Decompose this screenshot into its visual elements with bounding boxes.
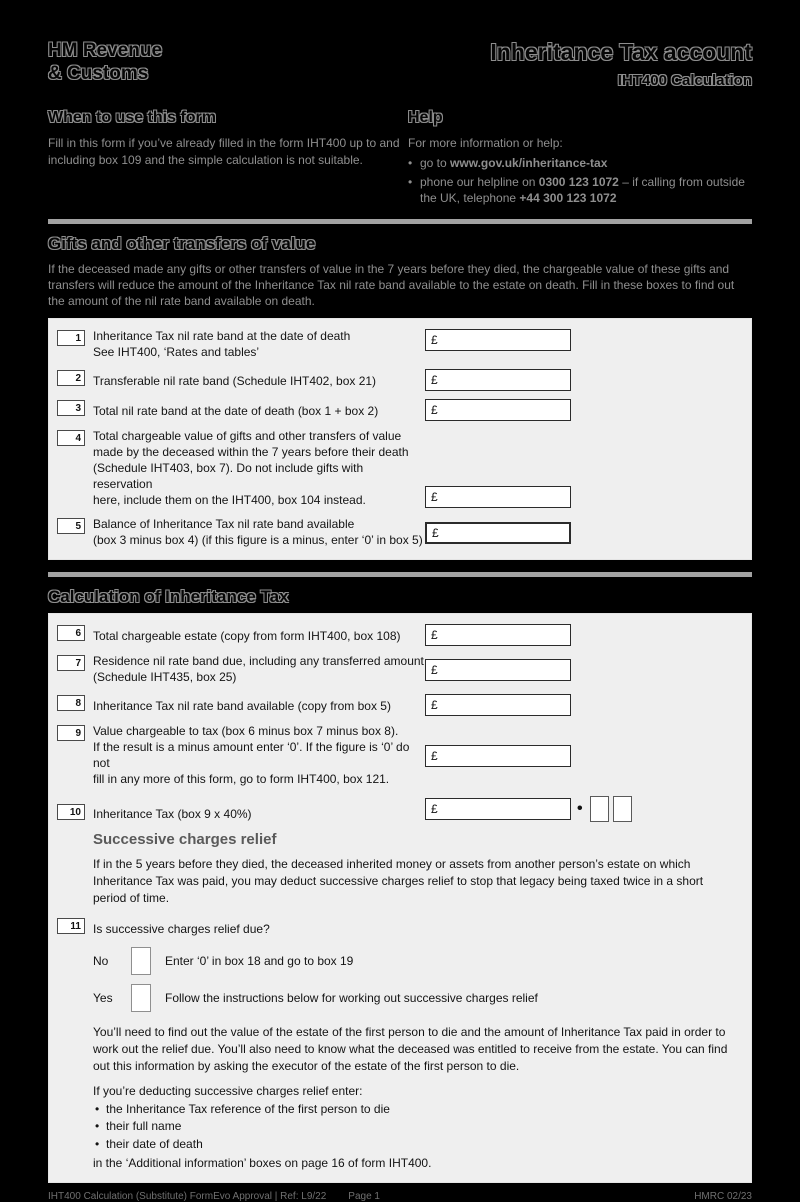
help-item-text: phone our helpline on [420, 174, 539, 189]
helpline-number-international: +44 300 123 1072 [519, 191, 617, 206]
box-6-label [85, 624, 425, 645]
when-to-use-heading: When to use this form [48, 109, 216, 127]
section-divider [48, 219, 752, 224]
box-5-input[interactable] [443, 526, 564, 540]
form-row-box-9 [57, 724, 739, 788]
box-10-money-field[interactable] [425, 798, 571, 820]
footer-left [48, 1191, 380, 1202]
box-9-input[interactable] [442, 749, 565, 763]
pound-symbol: £ [432, 526, 439, 541]
form-header [48, 40, 752, 89]
pound-symbol: £ [431, 748, 438, 763]
form-row-box-2 [57, 369, 739, 391]
box-number-2: 2 [57, 370, 85, 386]
decimal-point: • [577, 799, 583, 817]
box-10-label [85, 796, 425, 823]
page-footer [48, 1183, 752, 1202]
when-to-use-column [48, 109, 400, 206]
list-item: • their full name [93, 1118, 739, 1135]
box-3-label [85, 399, 425, 420]
box-10-input[interactable] [442, 802, 565, 816]
pound-symbol: £ [431, 697, 438, 712]
pound-symbol: £ [431, 490, 438, 505]
form-row-box-5 [57, 517, 739, 549]
box-10-field [425, 796, 739, 822]
option-no-instruction: Enter ‘0’ in box 18 and go to box 19 [165, 953, 354, 968]
form-row-box-1 [57, 329, 739, 361]
form-row-box-10 [57, 796, 739, 823]
box-10-pence-tens[interactable] [590, 796, 609, 822]
box-6-input[interactable] [442, 628, 565, 642]
box-5-label [85, 517, 425, 549]
box-4-label-line: (Schedule IHT403, box 7). Do not include gifts with reservation [93, 461, 364, 492]
box-9-field [425, 745, 739, 767]
box-1-field [425, 329, 739, 351]
box-6-money-field[interactable] [425, 624, 571, 646]
help-item-website [408, 155, 752, 171]
box-3-label-line: Total nil rate band at the date of death (box 1 + box 2) [93, 404, 379, 419]
box-1-label-line: See IHT400, ‘Rates and tables’ [93, 345, 260, 360]
box-9-money-field[interactable] [425, 745, 571, 767]
box-number-9: 9 [57, 725, 85, 741]
box-5-label-line: (box 3 minus box 4) (if this figure is a minus, enter ‘0’ in box 5) [93, 533, 423, 548]
box-9-label-line: Value chargeable to tax (box 6 minus box 7 minus box 8). [93, 723, 399, 738]
box-number-4: 4 [57, 430, 85, 446]
list-item: • their date of death [93, 1136, 739, 1153]
checkbox-yes[interactable] [131, 984, 151, 1012]
option-yes-row [93, 984, 739, 1012]
box-1-input[interactable] [442, 333, 565, 347]
option-yes-label: Yes [93, 990, 113, 1005]
box-number-7: 7 [57, 655, 85, 671]
section-heading-calculation: Calculation of Inheritance Tax [48, 587, 289, 607]
box-number-6: 6 [57, 625, 85, 641]
hmrc-logo-line1: HM Revenue [48, 40, 163, 61]
box-4-money-field[interactable] [425, 486, 571, 508]
section-divider [48, 572, 752, 577]
box-1-money-field[interactable] [425, 329, 571, 351]
page-subtitle: IHT400 Calculation [617, 72, 752, 90]
pound-symbol: £ [431, 333, 438, 348]
successive-charges-intro: If in the 5 years before they died, the deceased inherited money or assets from another person’s estate on which Inheritance Tax was paid, you may deduct successive charges relief to stop that legacy being taxed twice in a short period of time. [93, 856, 704, 905]
option-no-row [93, 947, 739, 975]
box-8-money-field[interactable] [425, 694, 571, 716]
box-7-field [425, 659, 739, 681]
box-number-8: 8 [57, 695, 85, 711]
list-item: • the Inheritance Tax reference of the first person to die [93, 1101, 739, 1118]
box-3-field [425, 399, 739, 421]
box-5-money-field[interactable] [425, 522, 571, 544]
box-1-label-line: Inheritance Tax nil rate band at the date of death [93, 329, 351, 344]
help-item-text: – if calling from outside the UK, telephone [420, 174, 745, 206]
form-row-box-7 [57, 654, 739, 686]
box-3-money-field[interactable] [425, 399, 571, 421]
box-4-label-line: Total chargeable value of gifts and other transfers of value [93, 429, 402, 444]
box-number-3: 3 [57, 400, 85, 416]
box-7-label-line: Residence nil rate band due, including any transferred amount [93, 654, 424, 669]
help-item-phone [408, 174, 752, 207]
option-no-label: No [93, 953, 109, 968]
gifts-intro: If the deceased made any gifts or other transfers of value in the 7 years before they died, the chargeable value of these gifts and transfers will reduce the amount of the Inheritance Tax nil rate band available to the estate on death. Fill in these boxes to find out the amount of the nil rate band available on death. [48, 261, 735, 309]
successive-charges-heading: Successive charges relief [93, 830, 277, 848]
pound-symbol: £ [431, 628, 438, 643]
box-4-label-line: made by the deceased within the 7 years before their death [93, 445, 409, 460]
help-column [408, 109, 752, 206]
box-2-money-field[interactable] [425, 369, 571, 391]
box-4-label [85, 429, 425, 509]
box-9-label [85, 724, 425, 788]
box-2-label-line: Transferable nil rate band (Schedule IHT402, box 21) [93, 374, 377, 389]
hmrc-logo-line2: & Customs [48, 62, 149, 84]
footer-page-number: Page 1 [348, 1191, 380, 1202]
form-row-box-4 [57, 429, 739, 509]
box-8-field [425, 694, 739, 716]
box-7-label [85, 654, 425, 686]
successive-instructions: If you’re deducting successive charges relief enter: [93, 1083, 363, 1098]
form-row-box-3 [57, 399, 739, 421]
intro-columns [48, 109, 752, 206]
successive-note: in the ‘Additional information’ boxes on page 16 of form IHT400. [93, 1156, 432, 1171]
box-3-input[interactable] [442, 403, 565, 417]
when-to-use-body: Fill in this form if you’ve already filled in the form IHT400 up to and including box 109 and the simple calculation is not suitable. [48, 136, 400, 167]
box-number-1: 1 [57, 330, 85, 346]
box-7-input[interactable] [442, 663, 565, 677]
footer-form-code: HMRC 02/23 [694, 1191, 752, 1202]
box-5-label-line: Balance of Inheritance Tax nil rate band available [93, 517, 355, 532]
option-yes-instruction: Follow the instructions below for working out successive charges relief [165, 990, 538, 1005]
checkbox-no[interactable] [131, 947, 151, 975]
form-titles [490, 40, 752, 89]
box-number-11: 11 [57, 918, 85, 934]
help-heading: Help [408, 109, 443, 127]
successive-para-executor: You’ll need to find out the value of the estate of the first person to die and the amount of Inheritance Tax paid in order to work out the relief due. You’ll also need to know what the deceased was entitled to receive from the estate. You can find out this information by asking the executor of the estate of the first person to die. [93, 1024, 728, 1073]
box-6-field [425, 624, 739, 646]
box-8-label-line: Inheritance Tax nil rate band available (copy from box 5) [93, 698, 391, 713]
hmrc-logo [48, 40, 162, 86]
help-list [408, 155, 752, 207]
gifts-panel [48, 318, 752, 560]
box-2-field [425, 369, 739, 391]
successive-bullet-list [93, 1101, 739, 1153]
box-11-question: Is successive charges relief due? [93, 921, 270, 936]
box-1-label [85, 329, 425, 361]
box-9-label-line: If the result is a minus amount enter ‘0’. If the figure is ‘0’ do not [93, 739, 410, 770]
box-10-pence-units[interactable] [613, 796, 632, 822]
pound-symbol: £ [431, 403, 438, 418]
help-item-text: go to [420, 155, 451, 170]
box-10-label-line: Inheritance Tax (box 9 x 40%) [93, 806, 252, 821]
box-number-10: 10 [57, 804, 85, 820]
pound-symbol: £ [431, 801, 438, 816]
box-2-input[interactable] [442, 373, 565, 387]
box-5-field [425, 522, 739, 544]
helpline-number: 0300 123 1072 [538, 174, 619, 189]
box-4-field [425, 486, 739, 508]
form-row-box-11 [57, 917, 739, 938]
calculation-panel [48, 613, 752, 1183]
box-4-label-line: here, include them on the IHT400, box 104 instead. [93, 493, 366, 508]
box-8-label [85, 694, 425, 715]
box-8-input[interactable] [442, 698, 565, 712]
box-9-label-line: fill in any more of this form, go to form IHT400, box 121. [93, 771, 390, 786]
page-title: Inheritance Tax account [490, 39, 752, 65]
box-6-label-line: Total chargeable estate (copy from form IHT400, box 108) [93, 629, 401, 644]
box-number-5: 5 [57, 518, 85, 534]
help-website-link[interactable]: www.gov.uk/inheritance-tax [450, 155, 608, 170]
help-intro: For more information or help: [408, 136, 563, 151]
box-2-label [85, 369, 425, 390]
form-row-box-6 [57, 624, 739, 646]
section-heading-gifts: Gifts and other transfers of value [48, 233, 316, 253]
box-7-money-field[interactable] [425, 659, 571, 681]
box-4-input[interactable] [442, 490, 565, 504]
pound-symbol: £ [431, 373, 438, 388]
footer-approval-text: IHT400 Calculation (Substitute) FormEvo Approval | Ref: L9/22 [48, 1191, 327, 1202]
form-row-box-8 [57, 694, 739, 716]
box-7-label-line: (Schedule IHT435, box 25) [93, 670, 237, 685]
pound-symbol: £ [431, 663, 438, 678]
